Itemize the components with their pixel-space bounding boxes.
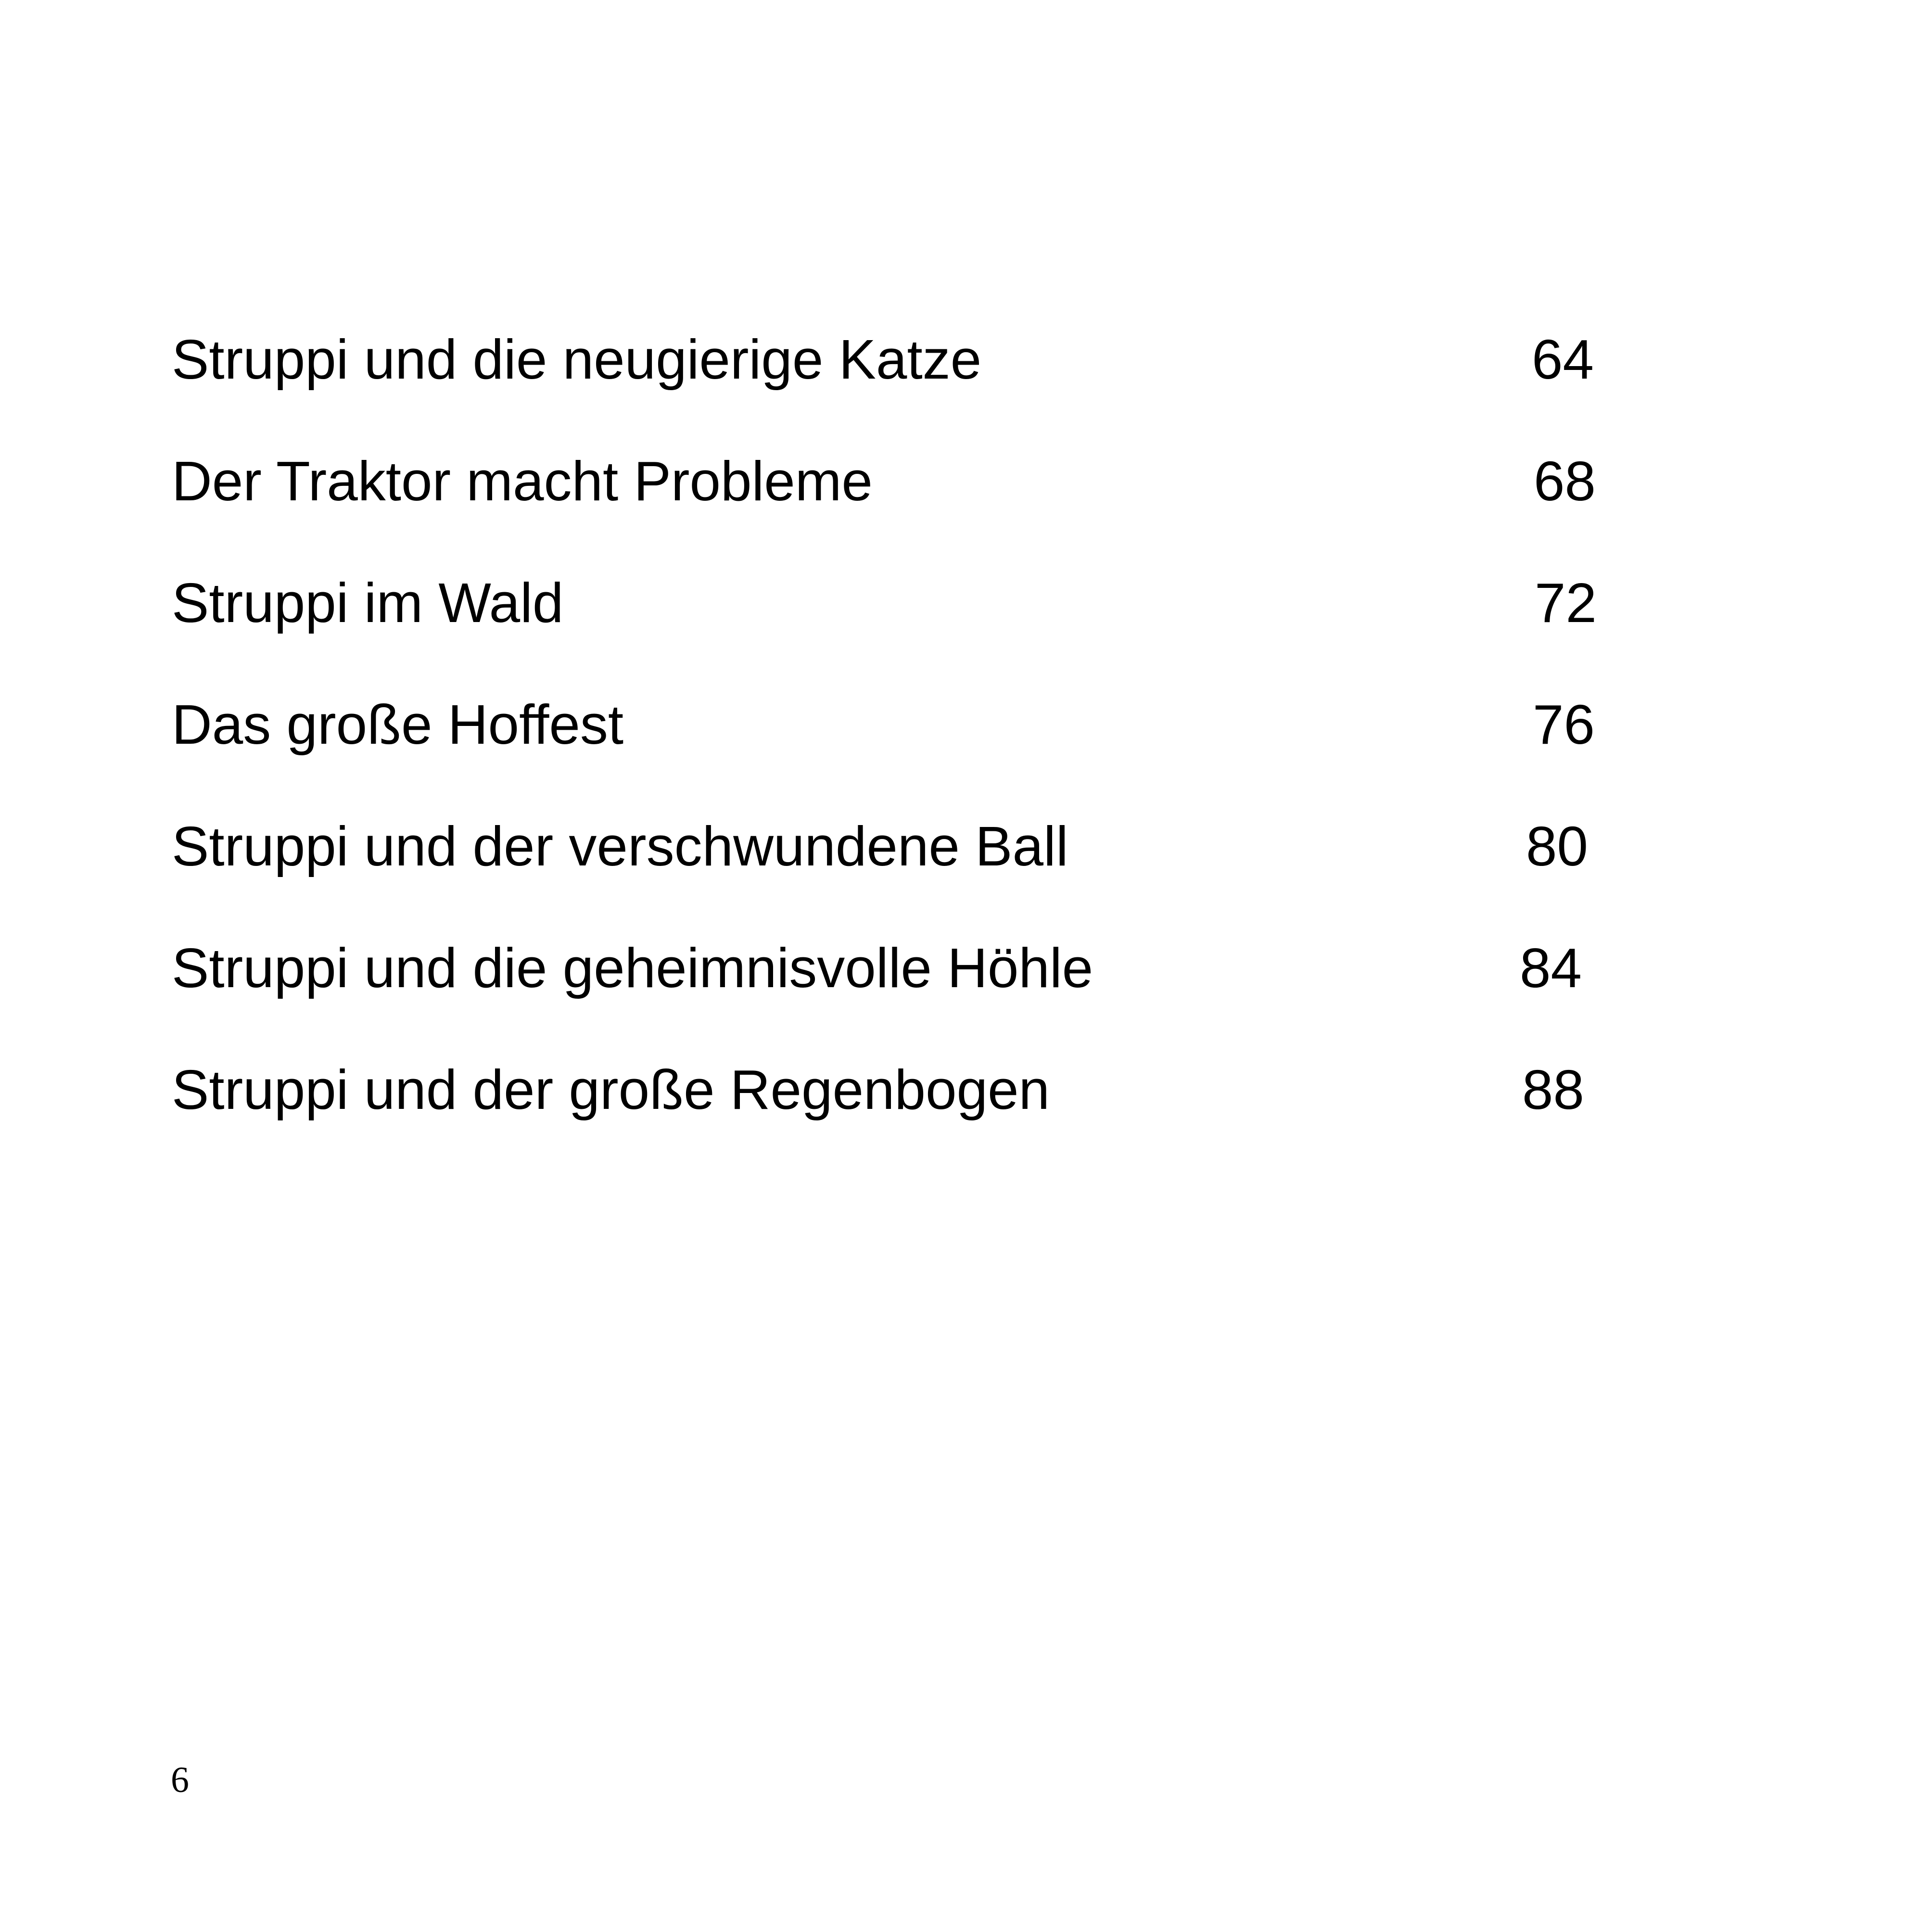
toc-entry-title: Der Traktor macht Probleme bbox=[172, 450, 873, 512]
toc-entry-title: Struppi im Wald bbox=[172, 572, 564, 634]
toc-entry-title: Struppi und die geheimnisvolle Höhle bbox=[172, 937, 1093, 999]
toc-entry-page: 84 bbox=[1520, 937, 1582, 999]
toc-entry bbox=[0, 1051, 1932, 1128]
toc-entry bbox=[0, 443, 1932, 520]
toc-entry-page: 68 bbox=[1534, 450, 1596, 512]
toc-entry-page: 72 bbox=[1535, 572, 1597, 634]
toc-entry bbox=[0, 564, 1932, 641]
toc-entry-page: 76 bbox=[1533, 693, 1595, 756]
page-number: 6 bbox=[171, 1760, 189, 1800]
toc-entry-page: 64 bbox=[1532, 328, 1594, 391]
toc-entry-title: Struppi und die neugierige Katze bbox=[172, 328, 982, 391]
toc-entry-title: Struppi und der verschwundene Ball bbox=[172, 815, 1068, 877]
toc-entry bbox=[0, 321, 1932, 398]
toc-entry bbox=[0, 929, 1932, 1006]
toc-entry bbox=[0, 808, 1932, 885]
toc-entry bbox=[0, 686, 1932, 763]
toc-entry-title: Das große Hoffest bbox=[172, 693, 624, 756]
toc-entry-page: 88 bbox=[1522, 1058, 1585, 1121]
toc-entry-page: 80 bbox=[1526, 815, 1589, 877]
toc-entry-title: Struppi und der große Regenbogen bbox=[172, 1058, 1050, 1121]
